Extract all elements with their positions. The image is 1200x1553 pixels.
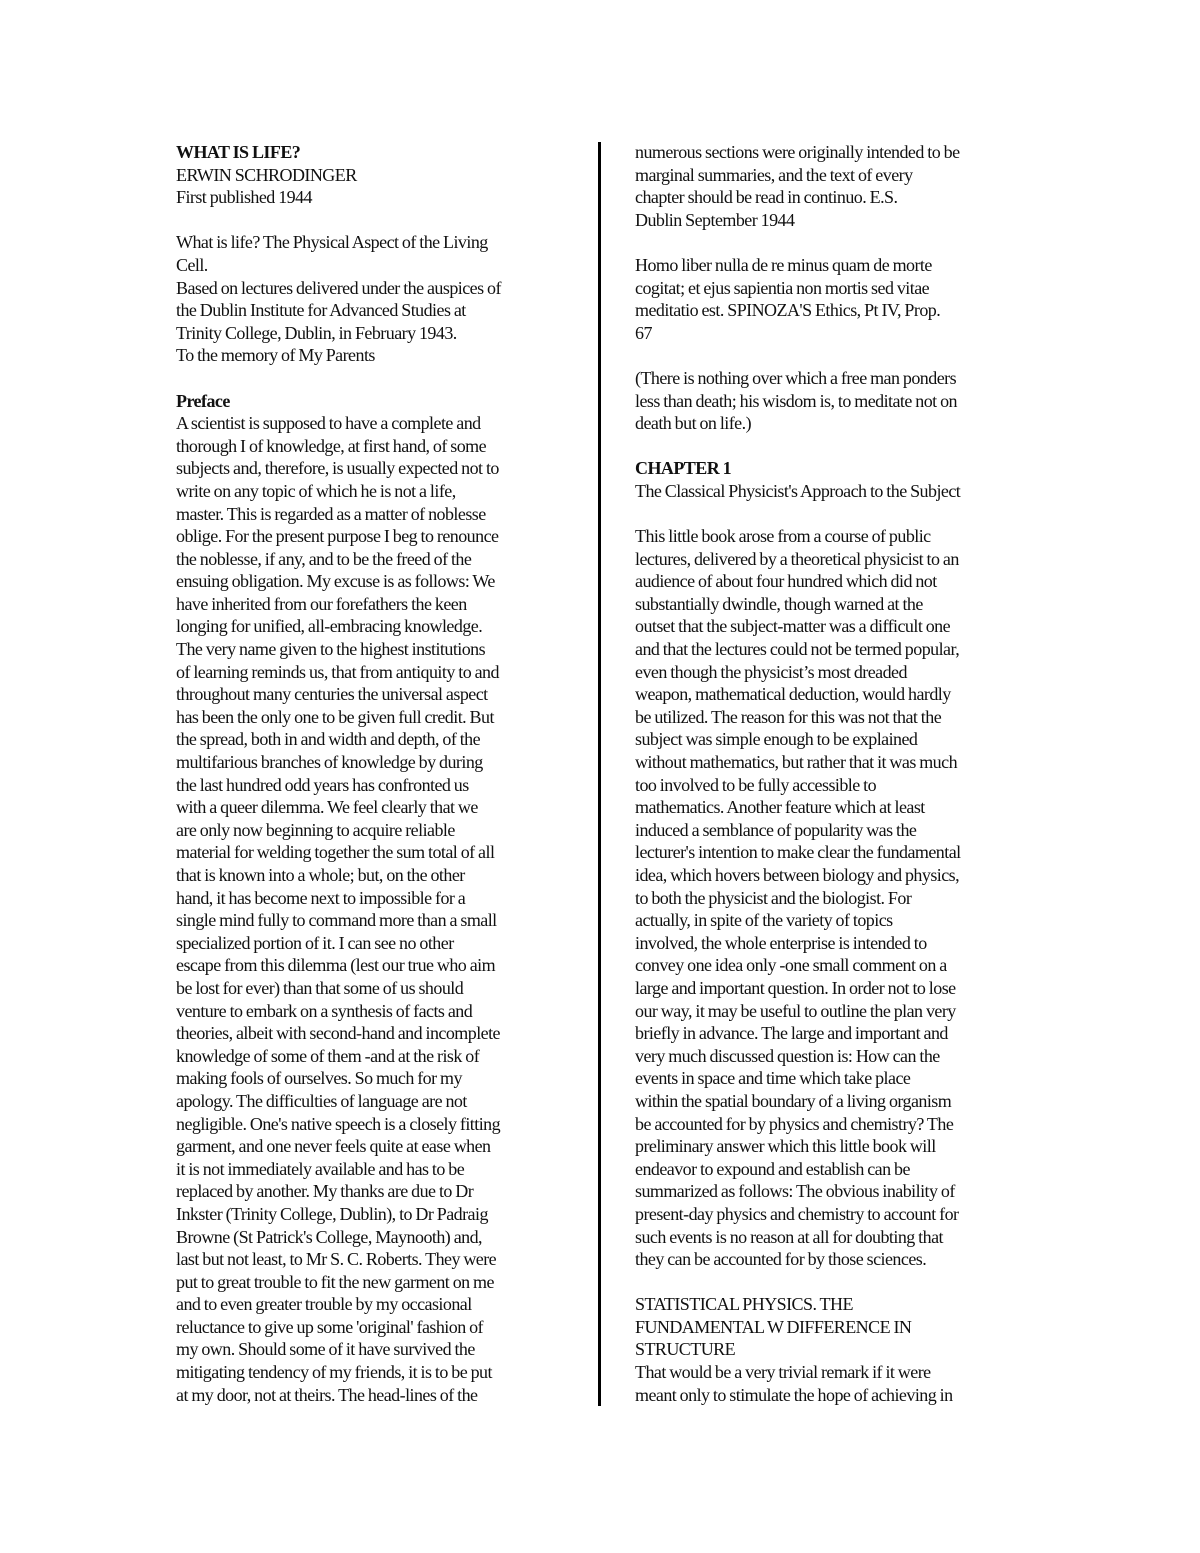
epigraph-line: Homo liber nulla de re minus quam de morte xyxy=(635,254,932,275)
body-line: they can be accounted for by those sciences. xyxy=(635,1249,927,1270)
body-line: That would be a very trivial remark if it were xyxy=(635,1362,931,1383)
body-line: be utilized. The reason for this was not that the xyxy=(635,706,942,727)
preface-line: reluctance to give up some 'original' fashion of xyxy=(176,1316,483,1337)
body-line: mathematics. Another feature which at least xyxy=(635,797,925,818)
spacer xyxy=(635,344,1039,367)
translation-line: death but on life.) xyxy=(635,413,752,434)
preface-line: chapter should be read in continuo. E.S. xyxy=(635,187,898,208)
preface-line: making fools of ourselves. So much for my xyxy=(176,1068,462,1089)
preface-line: ensuing obligation. My excuse is as follows: We xyxy=(176,571,495,592)
body-line: convey one idea only -one small comment on a xyxy=(635,955,947,976)
preface-line: numerous sections were originally intended to be xyxy=(635,142,960,162)
preface-line: at my door, not at theirs. The head-lines of the xyxy=(176,1384,478,1405)
preface-line: have inherited from our forefathers the keen xyxy=(176,593,467,614)
body-line: within the spatial boundary of a living organism xyxy=(635,1090,952,1111)
epigraph-line: meditatio est. SPINOZA'S Ethics, Pt IV, Prop. xyxy=(635,300,941,321)
epigraph-translation xyxy=(635,367,1039,435)
body-line: summarized as follows: The obvious inability of xyxy=(635,1181,955,1202)
preface-line: the noblesse, if any, and to be the freed of the xyxy=(176,548,472,569)
subtitle-block xyxy=(176,231,578,367)
preface-line: subjects and, therefore, is usually expected not to xyxy=(176,458,499,479)
spacer xyxy=(635,1271,1039,1294)
preface-line: be lost for ever) than that some of us should xyxy=(176,977,464,998)
preface-line: marginal summaries, and the text of every xyxy=(635,164,913,185)
chapter-heading: CHAPTER 1 xyxy=(635,458,732,479)
body-line: even though the physicist’s most dreaded xyxy=(635,661,907,682)
body-line: too involved to be fully accessible to xyxy=(635,774,877,795)
preface-line: garment, and one never feels quite at ease when xyxy=(176,1136,491,1157)
translation-line: (There is nothing over which a free man ponders xyxy=(635,367,957,388)
preface-line: material for welding together the sum total of all xyxy=(176,842,495,863)
dedication: To the memory of My Parents xyxy=(176,345,375,366)
latin-epigraph xyxy=(635,254,1039,344)
preface-line: and to even greater trouble by my occasional xyxy=(176,1294,472,1315)
right-column xyxy=(635,141,1039,1406)
preface-line: theories, albeit with second-hand and incomplete xyxy=(176,1023,500,1044)
preface-line: knowledge of some of them -and at the risk of xyxy=(176,1045,480,1066)
body-line: very much discussed question is: How can the xyxy=(635,1045,940,1066)
preface-line: multifarious branches of knowledge by during xyxy=(176,752,483,773)
column-divider xyxy=(598,142,601,1406)
preface-line: it is not immediately available and has to be xyxy=(176,1158,465,1179)
preface-line: mitigating tendency of my friends, it is to be put xyxy=(176,1362,492,1383)
preface-line: Browne (St Patrick's College, Maynooth) and, xyxy=(176,1226,482,1247)
subtitle-line: What is life? The Physical Aspect of the Living xyxy=(176,232,488,253)
body-line: lectures, delivered by a theoretical physicist to an xyxy=(635,548,959,569)
epigraph-line: 67 xyxy=(635,322,652,343)
epigraph-line: cogitat; et ejus sapientia non mortis sed vitae xyxy=(635,277,930,298)
body-line: endeavor to expound and establish can be xyxy=(635,1158,910,1179)
preface-heading: Preface xyxy=(176,390,230,411)
translation-line: less than death; his wisdom is, to meditate not on xyxy=(635,390,957,411)
body-line: and that the lectures could not be termed popular, xyxy=(635,639,960,660)
section-body xyxy=(635,1361,1039,1406)
body-line: such events is no reason at all for doubting that xyxy=(635,1226,943,1247)
preface-line: the spread, both in and width and depth, of the xyxy=(176,729,481,750)
preface-line: replaced by another. My thanks are due to Dr xyxy=(176,1181,474,1202)
spacer xyxy=(635,503,1039,526)
subtitle-line: the Dublin Institute for Advanced Studies at xyxy=(176,300,466,321)
chapter-body xyxy=(635,525,1039,1271)
body-line: audience of about four hundred which did not xyxy=(635,571,937,592)
subtitle-line: Trinity College, Dublin, in February 1943. xyxy=(176,322,457,343)
preface-line: throughout many centuries the universal aspect xyxy=(176,684,488,705)
preface-line: A scientist is supposed to have a complete and xyxy=(176,413,481,434)
preface-line: my own. Should some of it have survived the xyxy=(176,1339,475,1360)
preface-line: oblige. For the present purpose I beg to renounce xyxy=(176,526,499,547)
publication-note: First published 1944 xyxy=(176,187,313,208)
preface-line: last but not least, to Mr S. C. Roberts. They were xyxy=(176,1249,497,1270)
body-line: involved, the whole enterprise is intended to xyxy=(635,932,927,953)
body-line: briefly in advance. The large and important and xyxy=(635,1023,948,1044)
preface-line: that is known into a whole; but, on the other xyxy=(176,865,465,885)
body-line: subject was simple enough to be explained xyxy=(635,729,918,750)
left-column xyxy=(176,141,578,1406)
body-line: present-day physics and chemistry to account for xyxy=(635,1203,959,1224)
body-line: actually, in spite of the variety of topics xyxy=(635,910,893,931)
body-line: weapon, mathematical deduction, would hardly xyxy=(635,684,951,705)
section-heading-line: FUNDAMENTAL W DIFFERENCE IN xyxy=(635,1316,912,1337)
spacer xyxy=(176,209,578,232)
subtitle-line: Based on lectures delivered under the auspices of xyxy=(176,277,501,298)
preface-signature: Dublin September 1944 xyxy=(635,209,795,230)
body-line: without mathematics, but rather that it was much xyxy=(635,752,958,773)
preface-line: negligible. One's native speech is a closely fitting xyxy=(176,1113,501,1134)
preface-line: escape from this dilemma (lest our true who aim xyxy=(176,955,496,976)
preface-line: longing for unified, all-embracing knowledge. xyxy=(176,616,483,637)
body-line: events in space and time which take place xyxy=(635,1068,911,1089)
preface-line: with a queer dilemma. We feel clearly that we xyxy=(176,797,478,818)
section-heading-line: STRUCTURE xyxy=(635,1339,736,1360)
body-line: outset that the subject-matter was a difficult one xyxy=(635,616,951,637)
spacer xyxy=(176,367,578,390)
preface-line: write on any topic of which he is not a life, xyxy=(176,480,456,501)
preface-line: The very name given to the highest institutions xyxy=(176,639,486,660)
preface-line: has been the only one to be given full credit. But xyxy=(176,706,494,727)
body-line: be accounted for by physics and chemistry? The xyxy=(635,1113,954,1134)
preface-line: apology. The difficulties of language are not xyxy=(176,1090,467,1111)
preface-line: master. This is regarded as a matter of noblesse xyxy=(176,503,486,524)
preface-line: specialized portion of it. I can see no other xyxy=(176,932,454,953)
body-line: idea, which hovers between biology and physics, xyxy=(635,865,960,885)
body-line: This little book arose from a course of public xyxy=(635,526,931,547)
body-line: preliminary answer which this little book will xyxy=(635,1136,936,1157)
preface-line: are only now beginning to acquire reliable xyxy=(176,819,455,840)
book-title: WHAT IS LIFE? xyxy=(176,142,301,162)
preface-line: Inkster (Trinity College, Dublin), to Dr Padraig xyxy=(176,1203,488,1224)
preface-body xyxy=(176,412,578,1406)
body-line: to both the physicist and the biologist. For xyxy=(635,887,912,908)
body-line: induced a semblance of popularity was the xyxy=(635,819,917,840)
body-line: large and important question. In order not to lose xyxy=(635,977,956,998)
body-line: lecturer's intention to make clear the fundamental xyxy=(635,842,961,863)
subtitle-line: Cell. xyxy=(176,254,208,275)
body-line: substantially dwindle, though warned at the xyxy=(635,593,923,614)
spacer xyxy=(635,435,1039,458)
spacer xyxy=(635,231,1039,254)
preface-line: thorough I of knowledge, at first hand, of some xyxy=(176,435,487,456)
preface-line: hand, it has become next to impossible for a xyxy=(176,887,466,908)
preface-continuation xyxy=(635,141,1039,231)
preface-line: the last hundred odd years has confronted us xyxy=(176,774,469,795)
section-heading xyxy=(635,1293,1039,1361)
preface-line: of learning reminds us, that from antiquity to and xyxy=(176,661,499,682)
book-author: ERWIN SCHRODINGER xyxy=(176,164,357,185)
preface-line: put to great trouble to fit the new garment on me xyxy=(176,1271,494,1292)
preface-line: venture to embark on a synthesis of facts and xyxy=(176,1000,473,1021)
preface-line: single mind fully to command more than a small xyxy=(176,910,497,931)
body-line: meant only to stimulate the hope of achieving in xyxy=(635,1384,953,1405)
section-heading-line: STATISTICAL PHYSICS. THE xyxy=(635,1294,853,1315)
body-line: our way, it may be useful to outline the plan very xyxy=(635,1000,956,1021)
chapter-title: The Classical Physicist's Approach to the Subject xyxy=(635,480,961,501)
